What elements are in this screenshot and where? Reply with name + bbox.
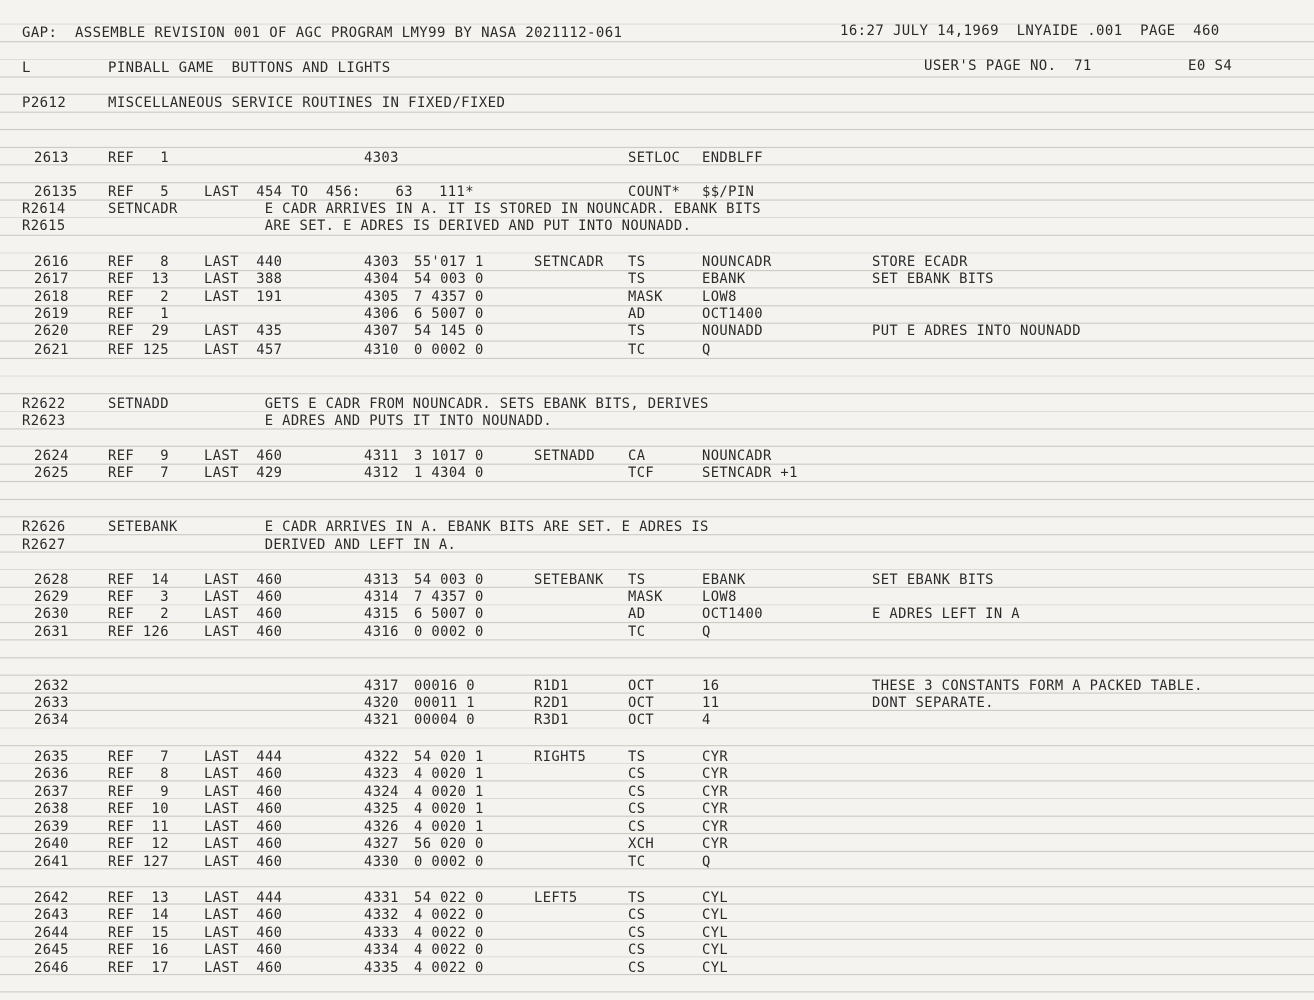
listing-loc: 4330 [364,854,399,870]
listing-oct: 0 0002 0 [414,624,484,640]
listing-num: 2643 [34,907,69,923]
listing-ref: REF 17 [108,960,169,976]
listing-operand: CYR [702,836,729,852]
listing-oct: 4 0020 1 [414,801,484,817]
listing-operand: 16 [702,678,720,694]
listing-oct: 6 5007 0 [414,606,484,622]
listing-oct: 54 022 0 [414,890,484,906]
listing-oct: 0 0002 0 [414,342,484,358]
listing-oct: 6 5007 0 [414,306,484,322]
listing-comment: STORE ECADR [872,254,968,270]
listing-operand: NOUNCADR [702,254,772,270]
listing-oct: 54 145 0 [414,323,484,339]
listing-num: 2613 [34,150,69,166]
listing-loc: 4315 [364,606,399,622]
listing-num: 2633 [34,695,69,711]
listing-last: LAST 460 [204,766,283,782]
listing-oct: 00016 0 [414,678,475,694]
listing-num: R2622 [22,396,66,412]
listing-oct: 4 0020 1 [414,784,484,800]
listing-label: SETNADD [534,448,595,464]
listing-ref: REF 13 [108,271,169,287]
listing-remark: SETNADD GETS E CADR FROM NOUNCADR. SETS EBANK BITS, DERIVES [108,396,709,412]
listing-loc: 4324 [364,784,399,800]
listing-operand: Q [702,342,711,358]
listing-oct: 00011 1 [414,695,475,711]
listing-num: 2644 [34,925,69,941]
listing-operand: LOW8 [702,289,737,305]
listing-op: TS [628,323,646,339]
listing-num: 2638 [34,801,69,817]
listing-ref: REF 8 [108,766,169,782]
listing-comment: DONT SEPARATE. [872,695,994,711]
listing-num: 2640 [34,836,69,852]
listing-remark: SETEBANK E CADR ARRIVES IN A. EBANK BITS ARE SET. E ADRES IS [108,519,709,535]
listing-op: TC [628,854,646,870]
listing-op: OCT [628,695,655,711]
listing-op: CS [628,942,646,958]
listing-ref: REF 13 [108,890,169,906]
listing-op: CA [628,448,646,464]
listing-num: 2642 [34,890,69,906]
listing-op: TC [628,624,646,640]
listing-oct: 00004 0 [414,712,475,728]
listing-ref: REF 29 [108,323,169,339]
listing-comment: PUT E ADRES INTO NOUNADD [872,323,1081,339]
listing-num: 2646 [34,960,69,976]
listing-oct: 54 003 0 [414,271,484,287]
listing-ref: REF 1 [108,306,169,322]
listing-label: R1D1 [534,678,569,694]
listing-operand: CYL [702,890,729,906]
listing-loc: 4333 [364,925,399,941]
listing-ref: REF 3 [108,589,169,605]
listing-ref: REF 125 [108,342,169,358]
listing-operand: EBANK [702,271,746,287]
listing-last: LAST 435 [204,323,283,339]
listing-label: LEFT5 [534,890,578,906]
listing-operand: OCT1400 [702,606,763,622]
listing-oct: 0 0002 0 [414,854,484,870]
listing-operand: CYR [702,784,729,800]
listing-last: LAST 460 [204,925,283,941]
listing-op: MASK [628,589,663,605]
listing-loc: 4316 [364,624,399,640]
listing-operand: EBANK [702,572,746,588]
listing-operand: Q [702,854,711,870]
listing-last: LAST 460 [204,960,283,976]
listing-oct: 3 1017 0 [414,448,484,464]
listing-label: SETEBANK [534,572,604,588]
listing-num: 2624 [34,448,69,464]
listing-op: CS [628,784,646,800]
listing-num: 2645 [34,942,69,958]
header-timestamp-page: 16:27 JULY 14,1969 LNYAIDE .001 PAGE 460 [840,23,1220,39]
listing-ref: REF 1 [108,150,169,166]
listing-operand: LOW8 [702,589,737,605]
listing-last: LAST 460 [204,624,283,640]
listing-loc: 4303 [364,254,399,270]
listing-num: 2632 [34,678,69,694]
listing-op: CS [628,907,646,923]
listing-op: TC [628,342,646,358]
listing-loc: 4312 [364,465,399,481]
listing-num: R2626 [22,519,66,535]
listing-ref: REF 5 [108,184,169,200]
listing-last: LAST 444 [204,890,283,906]
listing-num: 2637 [34,784,69,800]
listing-last: LAST 460 [204,784,283,800]
listing-num: 2630 [34,606,69,622]
listing-oct: 1 4304 0 [414,465,484,481]
listing-num: R2627 [22,537,66,553]
listing-ref: REF 10 [108,801,169,817]
listing-ref: REF 11 [108,819,169,835]
listing-label: R3D1 [534,712,569,728]
listing-loc: 4326 [364,819,399,835]
listing-num: 2619 [34,306,69,322]
listing-op: TS [628,572,646,588]
listing-oct: 54 020 1 [414,749,484,765]
listing-op: TS [628,890,646,906]
listing-remark: DERIVED AND LEFT IN A. [108,537,457,553]
listing-ref: REF 15 [108,925,169,941]
listing-operand: CYL [702,925,729,941]
listing-num: 2617 [34,271,69,287]
listing-ref: REF 14 [108,572,169,588]
listing-loc: 4327 [364,836,399,852]
listing-ref: REF 16 [108,942,169,958]
listing-ref: REF 9 [108,784,169,800]
listing-remark: ARE SET. E ADRES IS DERIVED AND PUT INTO NOUNADD. [108,218,692,234]
listing-label: R2D1 [534,695,569,711]
listing-oct: 55'017 1 [414,254,484,270]
listing-last: LAST 191 [204,289,283,305]
header-code: L [22,60,31,76]
listing-num: 2631 [34,624,69,640]
listing-op: TS [628,271,646,287]
listing-op: TCF [628,465,655,481]
listing-op: CS [628,766,646,782]
listing-op: AD [628,306,646,322]
listing-op: CS [628,801,646,817]
listing-last: LAST 460 [204,606,283,622]
listing-loc: 4306 [364,306,399,322]
listing-ref: REF 7 [108,465,169,481]
header-section-title: PINBALL GAME BUTTONS AND LIGHTS [108,60,391,76]
listing-op: OCT [628,712,655,728]
listing-num: 2620 [34,323,69,339]
header-assembly-line: GAP: ASSEMBLE REVISION 001 OF AGC PROGRAM LMY99 BY NASA 2021112-061 [22,25,623,41]
listing-operand: 4 [702,712,711,728]
listing-oct: 4 0022 0 [414,942,484,958]
listing-remark: SETNCADR E CADR ARRIVES IN A. IT IS STORED IN NOUNCADR. EBANK BITS [108,201,761,217]
listing-num: 2635 [34,749,69,765]
listing-num: 2639 [34,819,69,835]
listing-ref: REF 14 [108,907,169,923]
listing-ref: REF 9 [108,448,169,464]
listing-last: LAST 460 [204,907,283,923]
listing-oct: 4 0022 0 [414,907,484,923]
listing-comment: SET EBANK BITS [872,271,994,287]
listing-op: AD [628,606,646,622]
listing-num: 2629 [34,589,69,605]
listing-operand: NOUNADD [702,323,763,339]
header-subtitle: MISCELLANEOUS SERVICE ROUTINES IN FIXED/FIXED [108,95,506,111]
listing-op: TS [628,254,646,270]
listing-ref: REF 2 [108,606,169,622]
listing-num: R2614 [22,201,66,217]
listing-ref: REF 126 [108,624,169,640]
listing-last: LAST 388 [204,271,283,287]
listing-last: LAST 440 [204,254,283,270]
listing-op: MASK [628,289,663,305]
listing-ref: REF 8 [108,254,169,270]
listing-oct: 4 0020 1 [414,819,484,835]
listing-loc: 4310 [364,342,399,358]
listing-op: SETLOC [628,150,681,166]
listing-operand: OCT1400 [702,306,763,322]
listing-remark: E ADRES AND PUTS IT INTO NOUNADD. [108,413,553,429]
listing-op: CS [628,960,646,976]
listing-operand: CYR [702,766,729,782]
listing-ref: REF 127 [108,854,169,870]
listing-operand: NOUNCADR [702,448,772,464]
listing-op: CS [628,925,646,941]
listing-num: 26135 [34,184,78,200]
listing-loc: 4321 [364,712,399,728]
listing-ref: REF 12 [108,836,169,852]
listing-last: LAST 460 [204,572,283,588]
listing-loc: 4332 [364,907,399,923]
listing-oct: 4 0020 1 [414,766,484,782]
listing-comment: THESE 3 CONSTANTS FORM A PACKED TABLE. [872,678,1203,694]
listing-num: 2641 [34,854,69,870]
listing-operand: CYL [702,960,729,976]
listing-op: COUNT* [628,184,681,200]
listing-loc: 4331 [364,890,399,906]
listing-loc: 4334 [364,942,399,958]
listing-ref: REF 2 [108,289,169,305]
listing-operand: SETNCADR +1 [702,465,798,481]
listing-operand: ENDBLFF [702,150,763,166]
listing-loc: 4322 [364,749,399,765]
listing-loc: 4317 [364,678,399,694]
listing-op: CS [628,819,646,835]
listing-operand: CYL [702,942,729,958]
listing-loc: 4303 [364,150,399,166]
listing-op: TS [628,749,646,765]
listing-comment: E ADRES LEFT IN A [872,606,1021,622]
listing-num: 2625 [34,465,69,481]
listing-operand: CYR [702,801,729,817]
listing-last: LAST 444 [204,749,283,765]
listing-label: RIGHT5 [534,749,587,765]
listing-oct: 7 4357 0 [414,289,484,305]
listing-oct: 56 020 0 [414,836,484,852]
listing-last: LAST 460 [204,589,283,605]
listing-num: 2621 [34,342,69,358]
listing-loc: 4314 [364,589,399,605]
listing-num: R2623 [22,413,66,429]
listing-operand: $$/PIN [702,184,755,200]
listing-num: 2628 [34,572,69,588]
listing-last: LAST 460 [204,801,283,817]
listing-loc: 4313 [364,572,399,588]
listing-operand: CYL [702,907,729,923]
listing-num: 2618 [34,289,69,305]
listing-loc: 4311 [364,448,399,464]
listing-last: LAST 454 TO 456: 63 111* [204,184,474,200]
listing-op: OCT [628,678,655,694]
listing-last: LAST 460 [204,836,283,852]
header-user-page: USER'S PAGE NO. 71 [924,58,1092,74]
listing-oct: 4 0022 0 [414,960,484,976]
listing-label: SETNCADR [534,254,604,270]
listing-last: LAST 460 [204,854,283,870]
listing-oct: 7 4357 0 [414,589,484,605]
listing-last: LAST 460 [204,942,283,958]
listing-last: LAST 460 [204,448,283,464]
listing-loc: 4304 [364,271,399,287]
listing-op: XCH [628,836,655,852]
listing-oct: 4 0022 0 [414,925,484,941]
listing-operand: Q [702,624,711,640]
listing-oct: 54 003 0 [414,572,484,588]
listing-operand: CYR [702,819,729,835]
listing-comment: SET EBANK BITS [872,572,994,588]
listing-num: 2616 [34,254,69,270]
listing-loc: 4307 [364,323,399,339]
listing-ref: REF 7 [108,749,169,765]
listing-operand: CYR [702,749,729,765]
listing-loc: 4335 [364,960,399,976]
listing-num: R2615 [22,218,66,234]
listing-loc: 4325 [364,801,399,817]
listing-last: LAST 460 [204,819,283,835]
listing-loc: 4320 [364,695,399,711]
listing-last: LAST 457 [204,342,283,358]
header-eo: E0 S4 [1188,58,1233,74]
listing-last: LAST 429 [204,465,283,481]
header-subcode: P2612 [22,95,67,111]
listing-num: 2634 [34,712,69,728]
listing-loc: 4305 [364,289,399,305]
listing-loc: 4323 [364,766,399,782]
listing-num: 2636 [34,766,69,782]
listing-operand: 11 [702,695,720,711]
